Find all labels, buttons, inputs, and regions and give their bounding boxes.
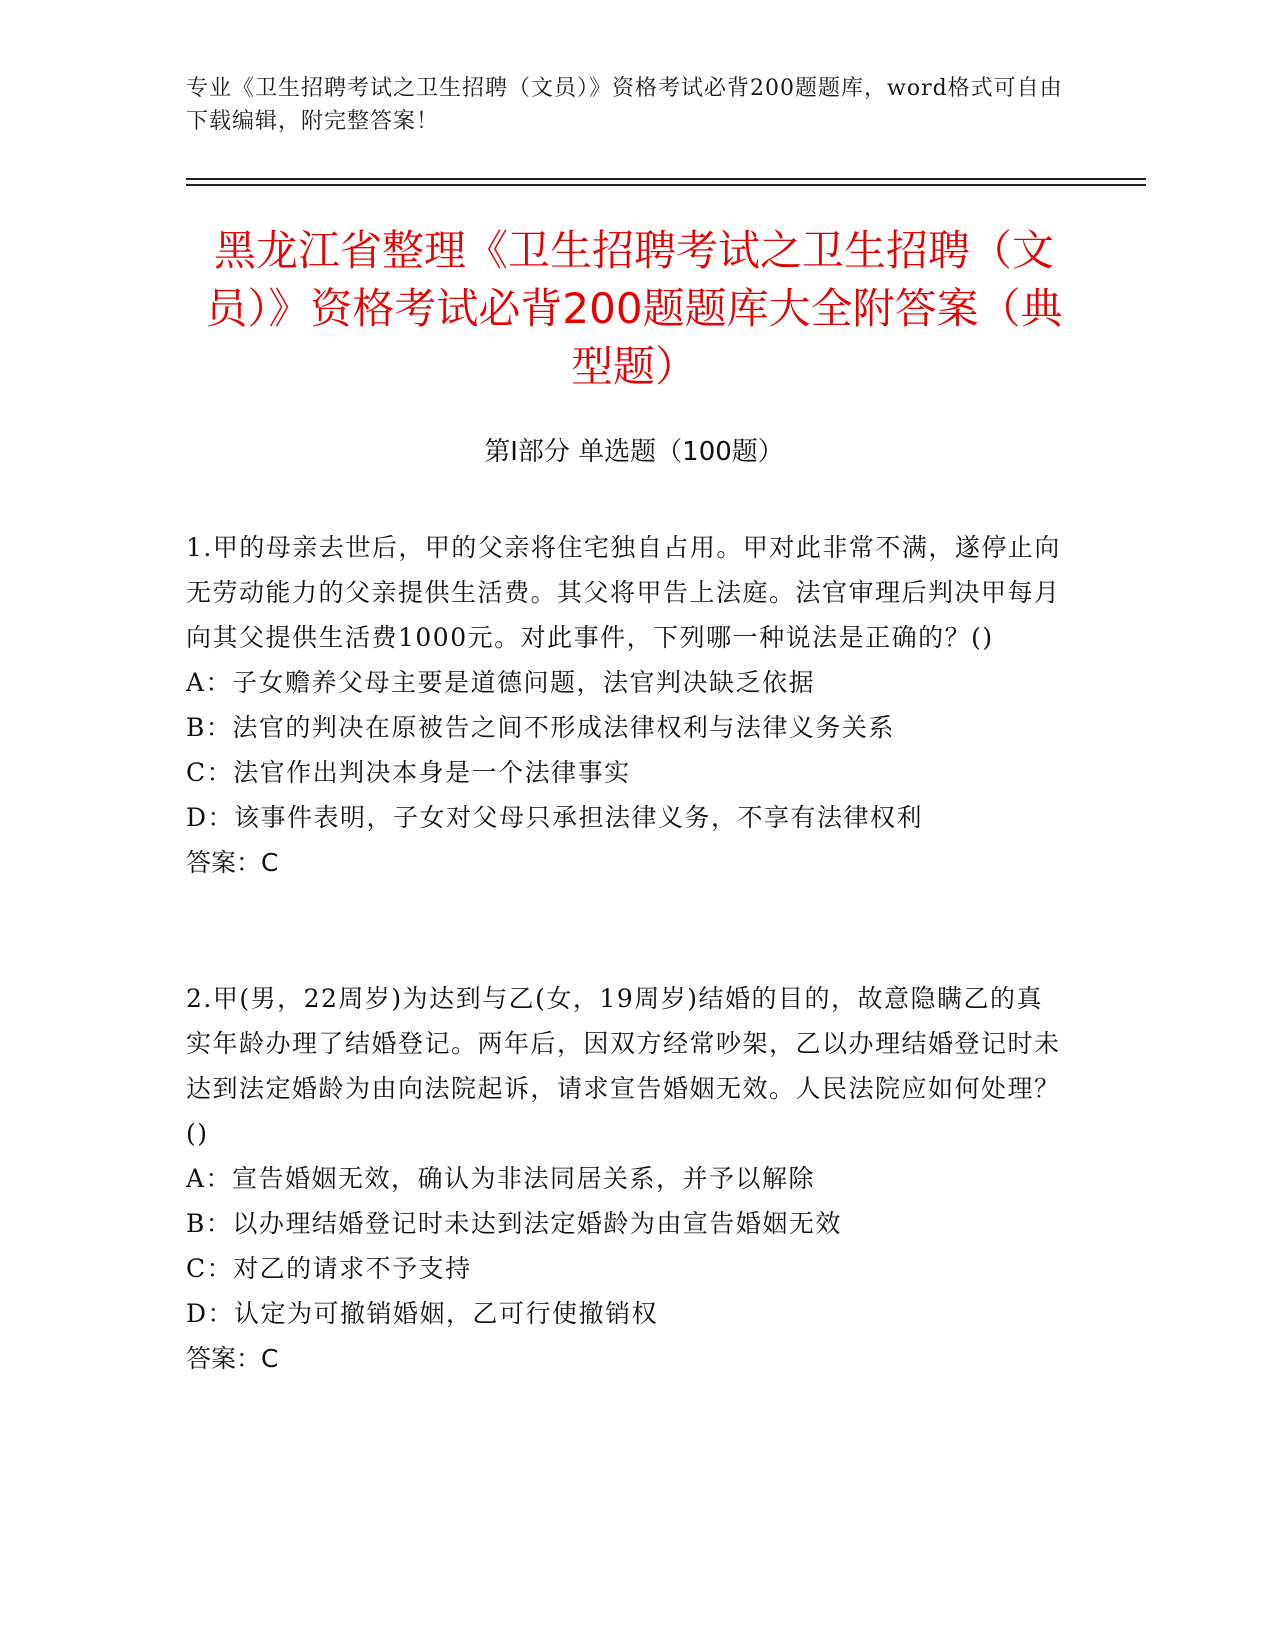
option-c: C：法官作出判决本身是一个法律事实 <box>186 758 631 787</box>
header-note: 专业《卫生招聘考试之卫生招聘（文员）》资格考试必背200题题库，word格式可自由下载编辑，附完整答案！ <box>186 76 1063 134</box>
question-answer: 答案：C <box>186 848 279 877</box>
option-b: B：以办理结婚登记时未达到法定婚龄为由宣告婚姻无效 <box>186 1209 842 1238</box>
question-answer: 答案：C <box>186 1344 279 1373</box>
question-stem: 2.甲(男，22周岁)为达到与乙(女，19周岁)结婚的目的，故意隐瞒乙的真实年龄办理了结婚登记。两年后，因双方经常吵架，乙以办理结婚登记时未达到法定婚龄为由向法院起诉，请求宣告婚姻无效。人民法院应如何处理？() <box>186 984 1061 1148</box>
option-b: B：法官的判决在原被告之间不形成法律权利与法律义务关系 <box>186 713 895 742</box>
question-1 <box>186 525 1066 885</box>
option-a: A：宣告婚姻无效，确认为非法同居关系，并予以解除 <box>186 1164 816 1193</box>
header-rule-bottom <box>186 184 1146 186</box>
option-d: D：该事件表明，子女对父母只承担法律义务，不享有法律权利 <box>186 803 924 832</box>
document-title: 黑龙江省整理《卫生招聘考试之卫生招聘（文员）》资格考试必背200题题库大全附答案（典型题） <box>205 226 1063 391</box>
question-2 <box>186 976 1066 1381</box>
option-a: A：子女赡养父母主要是道德问题，法官判决缺乏依据 <box>186 668 816 697</box>
option-d: D：认定为可撤销婚姻，乙可行使撤销权 <box>186 1299 659 1328</box>
section-heading: 第Ⅰ部分 单选题（100题） <box>484 437 784 467</box>
header-rule-top <box>186 178 1146 180</box>
question-stem: 1.甲的母亲去世后，甲的父亲将住宅独自占用。甲对此非常不满，遂停止向无劳动能力的父亲提供生活费。其父将甲告上法庭。法官审理后判决甲每月向其父提供生活费1000元。对此事件，下列哪一种说法是正确的？() <box>186 533 1061 652</box>
option-c: C：对乙的请求不予支持 <box>186 1254 472 1283</box>
